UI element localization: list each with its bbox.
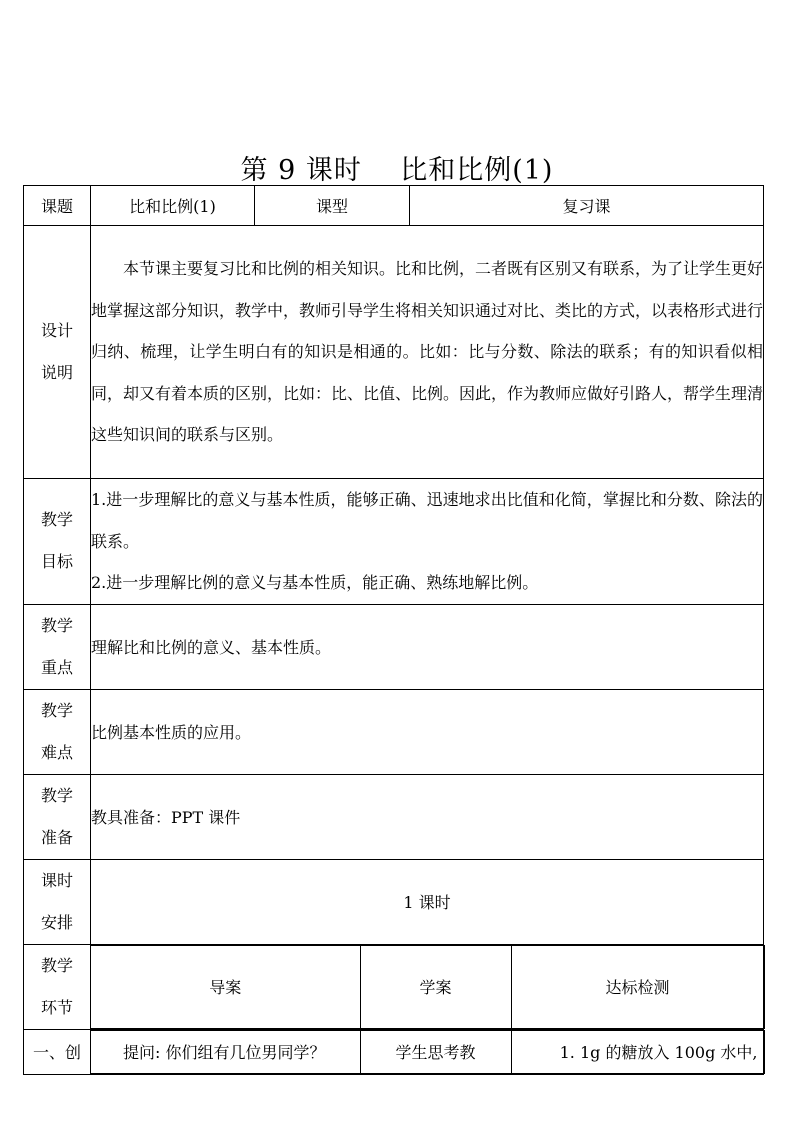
lesson-type-value: 复习课 — [410, 186, 764, 226]
goals-row — [24, 479, 764, 605]
preparation-label: 教学 准备 — [24, 774, 91, 859]
check-cell: 1. 1g 的糖放入 100g 水中, — [511, 1030, 764, 1073]
difficulties-row — [24, 689, 764, 774]
schedule-label: 课时 安排 — [24, 859, 91, 944]
difficulties-label: 教学 难点 — [24, 689, 91, 774]
process-label: 教学 环节 — [24, 944, 91, 1029]
design-label: 设计 说明 — [24, 226, 91, 479]
guide-cell: 提问: 你们组有几位男同学？ — [91, 1030, 360, 1073]
lesson-type-label: 课型 — [255, 186, 410, 226]
goals-label: 教学 目标 — [24, 479, 91, 605]
design-row — [24, 226, 764, 479]
lesson-plan-table — [23, 185, 764, 1075]
learn-header: 学案 — [360, 945, 511, 1028]
key-points-row — [24, 604, 764, 689]
check-header: 达标检测 — [511, 945, 764, 1028]
key-points-label: 教学 重点 — [24, 604, 91, 689]
page-title: 第 9 课时 比和比例(1) — [240, 155, 554, 186]
schedule-row — [24, 859, 764, 944]
key-points-text: 理解比和比例的意义、基本性质。 — [91, 604, 764, 689]
goal-item-2: 2.进一步理解比例的意义与基本性质，能正确、熟练地解比例。 — [91, 573, 539, 592]
topic-value: 比和比例(1) — [91, 186, 255, 226]
goals-text — [91, 479, 764, 605]
schedule-text: 1 课时 — [91, 859, 764, 944]
preparation-text: 教具准备：PPT 课件 — [91, 774, 764, 859]
design-text: 本节课主要复习比和比例的相关知识。比和比例，二者既有区别又有联系，为了让学生更好地掌握这部分知识，教学中，教师引导学生将相关知识通过对比、类比的方式，以表格形式进行归纳、梳理，让学生明白有的知识是相通的。比如：比与分数、除法的联系；有的知识看似相同，却又有着本质的区别，比如：比、比值、比例。因此，作为教师应做好引路人，帮学生理清这些知识间的联系与区别。 — [91, 226, 764, 479]
process-header-table — [91, 945, 765, 1029]
stage-label: 一、创 — [24, 1029, 91, 1074]
process-header-row — [24, 944, 764, 1029]
topic-row — [24, 186, 764, 226]
goal-item-1: 1.进一步理解比的意义与基本性质，能够正确、迅速地求出比值和化简，掌握比和分数、除法的联系。 — [91, 490, 763, 551]
guide-header: 导案 — [91, 945, 360, 1028]
difficulties-text: 比例基本性质的应用。 — [91, 689, 764, 774]
preparation-row — [24, 774, 764, 859]
process-row-table — [91, 1030, 765, 1074]
topic-label: 课题 — [24, 186, 91, 226]
process-row-1 — [24, 1029, 764, 1074]
learn-cell: 学生思考教 — [360, 1030, 511, 1073]
